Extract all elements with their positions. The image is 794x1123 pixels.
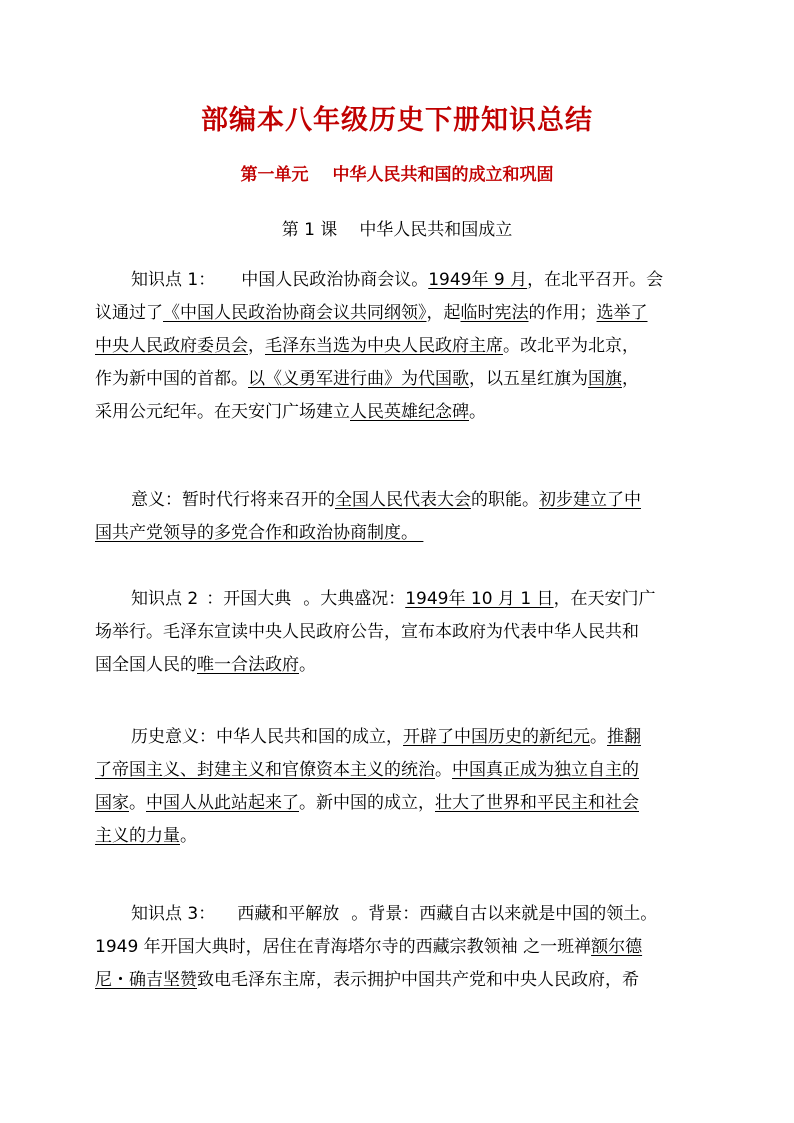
underlined-text: 中国真正成为独立自主的 [452, 760, 639, 780]
text-span: 中国人民政治协商会议。 [241, 270, 429, 290]
text-span: 作为新中国的首都。 [95, 369, 248, 389]
lesson-label: 第 1 课 [281, 220, 338, 240]
underlined-text: 人民英雄纪念碑 [350, 402, 469, 422]
text-span: 。 [435, 760, 452, 780]
text-line [95, 754, 707, 787]
underlined-text: 以《义勇军进行曲》为代国歌 [248, 369, 469, 389]
text-span: ，起 [426, 303, 461, 323]
underlined-text: 1949年 9 月 [428, 270, 528, 290]
text-line [95, 297, 707, 330]
text-span: 的职能。 [471, 490, 539, 510]
text-line [95, 820, 707, 853]
underlined-text: 推翻 [607, 727, 641, 747]
text-line [95, 964, 707, 997]
text-line [95, 898, 707, 931]
underlined-text: 选举了 [596, 303, 648, 323]
text-line [95, 931, 707, 964]
text-span: ，在北平召开。会 [527, 270, 664, 290]
text-span: 。 [469, 402, 486, 422]
text-span: 国全国人民的 [95, 655, 197, 675]
underlined-text: 初步建立了中 [539, 490, 641, 510]
text-line [95, 721, 707, 754]
text-line [95, 517, 707, 550]
text-span: ，以五星红旗为 [469, 369, 588, 389]
text-line [95, 264, 707, 297]
paragraph-knowledge-1 [95, 264, 707, 429]
knowledge-point-label: 知识点 3： [131, 904, 216, 924]
text-span: 采用公元纪年。在天安门广场建立 [95, 402, 350, 422]
text-line [95, 396, 707, 429]
text-line [95, 583, 707, 616]
text-span: 议通过了 [95, 303, 163, 323]
paragraph-significance-1 [95, 484, 707, 550]
paragraph-knowledge-3 [95, 898, 707, 997]
text-span: 。背景：西藏自古以来就是中国的领土。 [351, 904, 658, 924]
underlined-text: 临时宪法 [460, 303, 529, 323]
text-span: 致电毛泽东主席，表示拥护中国共产党和中央人民政府，希 [197, 970, 639, 990]
underlined-text: 国家 [95, 793, 129, 813]
underlined-text: 尼・确吉坚赞 [95, 970, 197, 990]
text-line [95, 616, 707, 649]
underlined-text: 主义的力量 [95, 826, 180, 846]
text-span: 1949 年开国大典时，居住在青海塔尔寺的西藏宗教领袖 之一班禅 [95, 937, 592, 957]
text-span: 西藏和平解放 [237, 904, 340, 924]
text-span: ， [248, 336, 265, 356]
text-span: ：开国大典 [206, 589, 292, 609]
knowledge-point-label: 知识点 2 [131, 589, 199, 609]
text-span: 。新中国的成立， [299, 793, 435, 813]
text-line [95, 363, 707, 396]
text-line [95, 484, 707, 517]
text-span: 的作用； [528, 303, 597, 323]
paragraph-knowledge-2 [95, 583, 707, 682]
text-span: 场举行。毛泽东宣读中央人民政府公告，宣布本政府为代表中华人民共和 [95, 622, 639, 642]
underlined-text: 《中国人民政治协商会议共同纲领》 [163, 303, 427, 323]
underlined-text: 国旗 [588, 369, 622, 389]
underlined-text: 了帝国主义、封建主义和官僚资本主义的统治 [95, 760, 435, 780]
underlined-text: 国共产党领导的多党合作和政治协商制度。 [95, 523, 418, 543]
underlined-text: 中国人从此站起来了 [146, 793, 299, 813]
unit-label: 第一单元 [240, 165, 309, 185]
text-line [95, 787, 707, 820]
text-span: 。 [590, 727, 607, 747]
text-span: 。大典盛况： [303, 589, 406, 609]
text-span: ， [622, 369, 639, 389]
paragraph-historical-significance [95, 721, 707, 853]
text-span: ，在天安门广 [553, 589, 656, 609]
underlined-text: 唯一合法政府 [197, 655, 299, 675]
text-span: 。改北平为北京， [503, 336, 639, 356]
unit-name: 中华人民共和国的成立和巩固 [332, 165, 554, 185]
text-span: 历史意义：中华人民共和国的成立， [131, 727, 403, 747]
underlined-text: 开辟了中国历史的新纪元 [403, 727, 590, 747]
underlined-text: 额尔德 [591, 937, 643, 957]
knowledge-point-label: 知识点 1： [131, 270, 216, 290]
text-span: 。 [299, 655, 316, 675]
lesson-name: 中华人民共和国成立 [359, 220, 513, 240]
document-title: 部编本八年级历史下册知识总结 [201, 105, 593, 136]
text-span: 。 [180, 826, 197, 846]
text-span: 。 [129, 793, 146, 813]
text-span: 意义：暂时代行将来召开的 [131, 490, 335, 510]
underlined-text: 毛泽东当选为中央人民政府主席 [265, 336, 503, 356]
lesson-heading [0, 215, 794, 240]
unit-heading [0, 160, 794, 185]
text-line [95, 649, 707, 682]
underlined-text: 全国人民代表大会 [335, 490, 471, 510]
underlined-text: 1949年 10 月 1 日 [405, 589, 554, 609]
text-line [95, 330, 707, 363]
underlined-text: 中央人民政府委员会 [95, 336, 248, 356]
underlined-text: 壮大了世界和平民主和社会 [435, 793, 639, 813]
